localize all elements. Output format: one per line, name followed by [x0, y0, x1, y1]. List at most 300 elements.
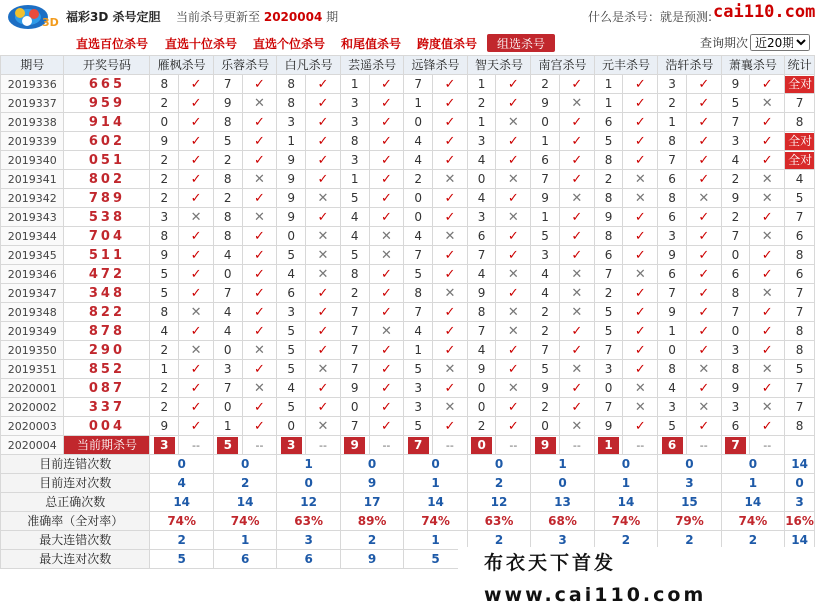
stat-value: 74%: [150, 512, 213, 531]
kill-number-cell: 2: [150, 170, 179, 189]
kill-number-cell: 5: [531, 227, 560, 246]
check-icon: ✓: [242, 75, 277, 94]
check-icon: ✓: [179, 113, 214, 132]
check-icon: ✓: [750, 208, 785, 227]
stat-value: 2: [340, 531, 403, 550]
kill-number-cell: 6: [594, 246, 623, 265]
check-icon: ✓: [623, 75, 658, 94]
kill-number-cell: 2: [150, 379, 179, 398]
kill-number-cell: 6: [658, 265, 687, 284]
check-icon: ✓: [306, 398, 341, 417]
cross-icon: ✕: [432, 227, 467, 246]
site-logo-text[interactable]: cai110.com: [713, 2, 815, 22]
kill-number-cell: 6: [467, 227, 496, 246]
kill-number-cell: 7: [721, 113, 750, 132]
cross-icon: ✕: [686, 398, 721, 417]
period-cell: 2019337: [1, 94, 64, 113]
stat-value: 0: [150, 455, 213, 474]
table-row: [1, 265, 815, 284]
check-icon: ✓: [623, 208, 658, 227]
stat-value: 74%: [721, 512, 784, 531]
check-icon: ✓: [306, 379, 341, 398]
draw-number-cell: 914: [64, 113, 150, 132]
kill-number-cell: 2: [213, 151, 242, 170]
cross-icon: ✕: [496, 113, 531, 132]
stat-value: 17: [340, 493, 403, 512]
current-kill-cell: [404, 436, 433, 455]
kill-number-cell: 1: [340, 170, 369, 189]
check-icon: ✓: [179, 322, 214, 341]
check-icon: ✓: [306, 341, 341, 360]
column-header: 浩轩杀号: [658, 56, 721, 75]
stat-cell: 8: [785, 246, 815, 265]
kill-number-cell: 2: [150, 189, 179, 208]
cross-icon: ✕: [750, 360, 785, 379]
kill-number-cell: 9: [150, 246, 179, 265]
check-icon: ✓: [179, 246, 214, 265]
check-icon: ✓: [306, 151, 341, 170]
kill-number-cell: 0: [340, 398, 369, 417]
stat-value: 6: [213, 550, 276, 569]
kill-number-cell: 4: [467, 151, 496, 170]
kill-number-cell: 3: [340, 94, 369, 113]
current-kill-number: 5: [217, 437, 238, 454]
kill-number-cell: 8: [150, 303, 179, 322]
cross-icon: ✕: [559, 360, 594, 379]
kill-number-cell: 8: [150, 75, 179, 94]
kill-number-cell: 6: [721, 417, 750, 436]
kill-number-cell: 1: [150, 360, 179, 379]
kill-number-cell: 8: [594, 151, 623, 170]
stat-value: 12: [467, 493, 530, 512]
kill-number-cell: 1: [467, 113, 496, 132]
kill-number-cell: 1: [467, 75, 496, 94]
kill-number-cell: 7: [340, 303, 369, 322]
check-icon: ✓: [369, 170, 404, 189]
table-row: [1, 360, 815, 379]
check-icon: ✓: [686, 341, 721, 360]
kill-number-cell: 0: [404, 189, 433, 208]
draw-number-cell: 290: [64, 341, 150, 360]
check-icon: ✓: [623, 417, 658, 436]
kill-number-cell: 7: [467, 246, 496, 265]
check-icon: ✓: [686, 265, 721, 284]
check-icon: ✓: [623, 132, 658, 151]
stat-label: 目前连对次数: [1, 474, 150, 493]
kill-number-cell: 7: [404, 246, 433, 265]
stat-cell: 8: [785, 113, 815, 132]
kill-number-cell: 1: [404, 94, 433, 113]
table-row: [1, 246, 815, 265]
period-label: 查询期次: [700, 36, 749, 50]
nav-hundreds-kill[interactable]: 直选百位杀号: [76, 37, 149, 51]
kill-number-cell: 9: [150, 132, 179, 151]
kill-number-cell: 2: [150, 151, 179, 170]
kill-number-cell: 9: [467, 284, 496, 303]
kill-number-cell: 8: [277, 94, 306, 113]
stat-value: 1: [277, 455, 340, 474]
stat-cell: [785, 132, 815, 151]
check-icon: ✓: [559, 208, 594, 227]
kill-number-cell: 4: [467, 189, 496, 208]
check-icon: ✓: [432, 132, 467, 151]
draw-number-cell: 802: [64, 170, 150, 189]
kill-number-cell: 2: [467, 417, 496, 436]
kill-number-cell: 3: [467, 132, 496, 151]
kill-number-cell: 4: [213, 303, 242, 322]
kill-number-cell: 8: [213, 227, 242, 246]
check-icon: ✓: [750, 341, 785, 360]
kill-number-cell: 9: [277, 170, 306, 189]
kill-number-cell: 3: [340, 151, 369, 170]
kill-number-cell: 7: [658, 284, 687, 303]
cross-icon: ✕: [496, 322, 531, 341]
check-icon: ✓: [750, 113, 785, 132]
cross-icon: ✕: [750, 284, 785, 303]
period-cell: 2019346: [1, 265, 64, 284]
kill-number-cell: 9: [150, 417, 179, 436]
cross-icon: ✕: [306, 417, 341, 436]
check-icon: ✓: [369, 132, 404, 151]
table-row: [1, 113, 815, 132]
column-header: 元丰杀号: [594, 56, 657, 75]
cross-icon: ✕: [496, 208, 531, 227]
check-icon: ✓: [559, 75, 594, 94]
stat-value: 74%: [213, 512, 276, 531]
check-icon: ✓: [750, 417, 785, 436]
check-icon: ✓: [750, 75, 785, 94]
kill-number-cell: 4: [721, 151, 750, 170]
check-icon: ✓: [242, 151, 277, 170]
current-kill-cell: [277, 436, 306, 455]
current-row: [1, 436, 815, 455]
kill-number-cell: 1: [594, 94, 623, 113]
check-icon: ✓: [432, 113, 467, 132]
kill-number-cell: 0: [721, 246, 750, 265]
period-cell: 2019343: [1, 208, 64, 227]
kill-number-cell: 5: [277, 398, 306, 417]
kill-number-cell: 9: [531, 379, 560, 398]
kill-number-cell: 5: [594, 132, 623, 151]
kill-number-cell: 4: [404, 322, 433, 341]
draw-number-cell: 337: [64, 398, 150, 417]
stat-value: 14: [213, 493, 276, 512]
kill-number-cell: 4: [404, 227, 433, 246]
check-icon: ✓: [750, 151, 785, 170]
stat-cell: 7: [785, 94, 815, 113]
cross-icon: ✕: [623, 170, 658, 189]
nav-units-kill[interactable]: 直选个位杀号: [253, 37, 326, 51]
stat-row: [1, 455, 815, 474]
kill-number-cell: 7: [340, 341, 369, 360]
kill-number-cell: 9: [213, 94, 242, 113]
cross-icon: ✕: [623, 265, 658, 284]
stat-value: 9: [340, 550, 403, 569]
draw-number-cell: 959: [64, 94, 150, 113]
stat-cell: 7: [785, 208, 815, 227]
kill-number-cell: 8: [340, 265, 369, 284]
kill-number-cell: 3: [721, 398, 750, 417]
check-icon: ✓: [242, 360, 277, 379]
current-kill-cell: [467, 436, 496, 455]
cross-icon: ✕: [432, 284, 467, 303]
check-icon: ✓: [179, 379, 214, 398]
kill-number-cell: 7: [213, 75, 242, 94]
stat-value: 74%: [404, 512, 467, 531]
cross-icon: ✕: [559, 284, 594, 303]
cross-icon: ✕: [750, 227, 785, 246]
check-icon: ✓: [623, 284, 658, 303]
stat-value: 14: [785, 455, 815, 474]
kill-number-cell: 3: [531, 246, 560, 265]
check-icon: ✓: [179, 94, 214, 113]
table-row: [1, 208, 815, 227]
period-cell: 2019351: [1, 360, 64, 379]
current-kill-number: 6: [662, 437, 683, 454]
stat-value: 3: [658, 474, 721, 493]
stat-value: 3: [277, 531, 340, 550]
check-icon: ✓: [559, 151, 594, 170]
cross-icon: ✕: [559, 265, 594, 284]
draw-number-cell: 538: [64, 208, 150, 227]
current-kill-cell: [721, 436, 750, 455]
kill-number-cell: 8: [213, 208, 242, 227]
table-row: [1, 94, 815, 113]
stat-value: 5: [404, 550, 467, 569]
period-cell: 2019344: [1, 227, 64, 246]
column-header: 萧襄杀号: [721, 56, 784, 75]
period-cell: 2019348: [1, 303, 64, 322]
kill-number-cell: 0: [150, 113, 179, 132]
nav-group-kill-active[interactable]: 组选杀号: [487, 34, 555, 52]
nav-sum-kill[interactable]: 和尾值杀号: [341, 37, 402, 51]
kill-number-cell: 3: [150, 208, 179, 227]
stat-value: 74%: [594, 512, 657, 531]
check-icon: ✓: [686, 322, 721, 341]
cross-icon: ✕: [559, 303, 594, 322]
stat-value: 0: [721, 455, 784, 474]
kill-number-cell: 1: [594, 75, 623, 94]
kill-number-cell: 7: [531, 170, 560, 189]
kill-number-cell: 2: [531, 322, 560, 341]
kill-number-cell: 2: [531, 303, 560, 322]
check-icon: ✓: [242, 265, 277, 284]
check-icon: ✓: [369, 75, 404, 94]
table-row: [1, 341, 815, 360]
kill-number-cell: 4: [404, 151, 433, 170]
check-icon: ✓: [623, 94, 658, 113]
check-icon: ✓: [369, 94, 404, 113]
check-icon: ✓: [686, 75, 721, 94]
draw-number-cell: 511: [64, 246, 150, 265]
current-kill-number: 9: [344, 437, 365, 454]
kill-number-cell: 4: [531, 265, 560, 284]
check-icon: ✓: [242, 303, 277, 322]
check-icon: ✓: [306, 132, 341, 151]
stat-value: 1: [404, 474, 467, 493]
kill-number-cell: 3: [404, 398, 433, 417]
column-header: 开奖号码: [64, 56, 150, 75]
stat-value: 0: [594, 455, 657, 474]
kill-number-cell: 2: [404, 170, 433, 189]
kill-number-cell: 2: [150, 94, 179, 113]
kill-number-cell: 4: [340, 227, 369, 246]
check-icon: ✓: [686, 170, 721, 189]
pending-cell: --: [432, 436, 467, 455]
stat-row: [1, 512, 815, 531]
stat-value: 4: [150, 474, 213, 493]
kill-number-cell: 6: [277, 284, 306, 303]
kill-number-cell: 7: [213, 379, 242, 398]
stat-cell: 7: [785, 379, 815, 398]
check-icon: ✓: [496, 132, 531, 151]
kill-number-cell: 4: [340, 208, 369, 227]
column-header: 芸遥杀号: [340, 56, 403, 75]
cross-icon: ✕: [559, 189, 594, 208]
kill-number-cell: 8: [213, 170, 242, 189]
column-header: 雁枫杀号: [150, 56, 213, 75]
cross-icon: ✕: [179, 303, 214, 322]
stat-value: 0: [658, 455, 721, 474]
stat-value: 13: [531, 493, 594, 512]
stat-cell: 8: [785, 417, 815, 436]
check-icon: ✓: [369, 360, 404, 379]
period-cell: 2019345: [1, 246, 64, 265]
kill-number-cell: 8: [467, 303, 496, 322]
draw-number-cell: 704: [64, 227, 150, 246]
kill-number-cell: 5: [594, 322, 623, 341]
check-icon: ✓: [179, 284, 214, 303]
column-header: 远锋杀号: [404, 56, 467, 75]
stat-value: 14: [150, 493, 213, 512]
kill-number-cell: 0: [658, 341, 687, 360]
table-row: [1, 132, 815, 151]
kill-number-cell: 3: [721, 341, 750, 360]
cross-icon: ✕: [306, 189, 341, 208]
cross-icon: ✕: [369, 246, 404, 265]
current-kill-cell: [658, 436, 687, 455]
stat-value: 14: [721, 493, 784, 512]
check-icon: ✓: [242, 322, 277, 341]
stat-value: 2: [594, 531, 657, 550]
check-icon: ✓: [623, 303, 658, 322]
kill-number-cell: 1: [531, 132, 560, 151]
kill-number-cell: 9: [721, 379, 750, 398]
kill-number-cell: 5: [404, 360, 433, 379]
kill-number-cell: 2: [594, 284, 623, 303]
check-icon: ✓: [686, 379, 721, 398]
period-filter: [700, 34, 810, 51]
stat-value: 1: [594, 474, 657, 493]
nav-tens-kill[interactable]: 直选十位杀号: [165, 37, 238, 51]
kill-number-cell: 5: [150, 265, 179, 284]
stat-value: 2: [213, 474, 276, 493]
kill-number-cell: 6: [658, 170, 687, 189]
check-icon: ✓: [242, 227, 277, 246]
stat-label: 目前连错次数: [1, 455, 150, 474]
stat-value: 1: [404, 531, 467, 550]
check-icon: ✓: [179, 132, 214, 151]
stat-cell: 7: [785, 398, 815, 417]
kill-number-cell: 8: [594, 189, 623, 208]
kill-number-cell: 7: [467, 322, 496, 341]
hint-link[interactable]: 什么是杀号：就是预测:: [588, 10, 713, 24]
kill-number-cell: 5: [340, 246, 369, 265]
table-row: [1, 151, 815, 170]
nav-span-kill[interactable]: 跨度值杀号: [417, 37, 478, 51]
check-icon: ✓: [496, 189, 531, 208]
kill-number-cell: 4: [213, 246, 242, 265]
table-row: [1, 303, 815, 322]
column-header: 乐蓉杀号: [213, 56, 276, 75]
update-label: 当前杀号更新至: [176, 10, 261, 24]
kill-number-cell: 7: [213, 284, 242, 303]
table-row: [1, 227, 815, 246]
kill-number-cell: 4: [277, 379, 306, 398]
cross-icon: ✕: [432, 170, 467, 189]
kill-number-cell: 8: [658, 132, 687, 151]
draw-number-cell: 789: [64, 189, 150, 208]
check-icon: ✓: [496, 341, 531, 360]
kill-number-cell: 9: [594, 208, 623, 227]
check-icon: ✓: [496, 360, 531, 379]
kill-number-cell: 5: [721, 94, 750, 113]
stat-value: 0: [531, 474, 594, 493]
check-icon: ✓: [369, 265, 404, 284]
check-icon: ✓: [369, 151, 404, 170]
stat-value: 14: [594, 493, 657, 512]
kill-number-cell: 9: [340, 379, 369, 398]
period-select[interactable]: [750, 34, 810, 51]
check-icon: ✓: [623, 341, 658, 360]
kill-number-cell: 5: [340, 189, 369, 208]
check-icon: ✓: [496, 94, 531, 113]
check-icon: ✓: [559, 132, 594, 151]
kill-number-cell: 0: [404, 208, 433, 227]
check-icon: ✓: [750, 246, 785, 265]
period-cell: 2019349: [1, 322, 64, 341]
kill-number-cell: 5: [594, 303, 623, 322]
kill-number-cell: 2: [721, 208, 750, 227]
period-cell: 2019347: [1, 284, 64, 303]
table-row: [1, 189, 815, 208]
stat-label: 总正确次数: [1, 493, 150, 512]
kill-number-cell: 0: [467, 170, 496, 189]
period-cell: 2019350: [1, 341, 64, 360]
cross-icon: ✕: [306, 265, 341, 284]
check-icon: ✓: [432, 379, 467, 398]
stat-value: 0: [467, 455, 530, 474]
column-header: 统计: [785, 56, 815, 75]
check-icon: ✓: [242, 284, 277, 303]
check-icon: ✓: [496, 246, 531, 265]
check-icon: ✓: [432, 246, 467, 265]
cross-icon: ✕: [623, 189, 658, 208]
current-kill-cell: [340, 436, 369, 455]
kill-number-cell: 2: [213, 189, 242, 208]
check-icon: ✓: [496, 227, 531, 246]
check-icon: ✓: [559, 398, 594, 417]
check-icon: ✓: [369, 303, 404, 322]
kill-number-cell: 8: [340, 132, 369, 151]
pending-cell: --: [242, 436, 277, 455]
kill-number-cell: 3: [277, 303, 306, 322]
check-icon: ✓: [306, 208, 341, 227]
kill-number-cell: 7: [721, 227, 750, 246]
kill-number-cell: 7: [531, 341, 560, 360]
check-icon: ✓: [686, 303, 721, 322]
kill-number-cell: 5: [213, 132, 242, 151]
